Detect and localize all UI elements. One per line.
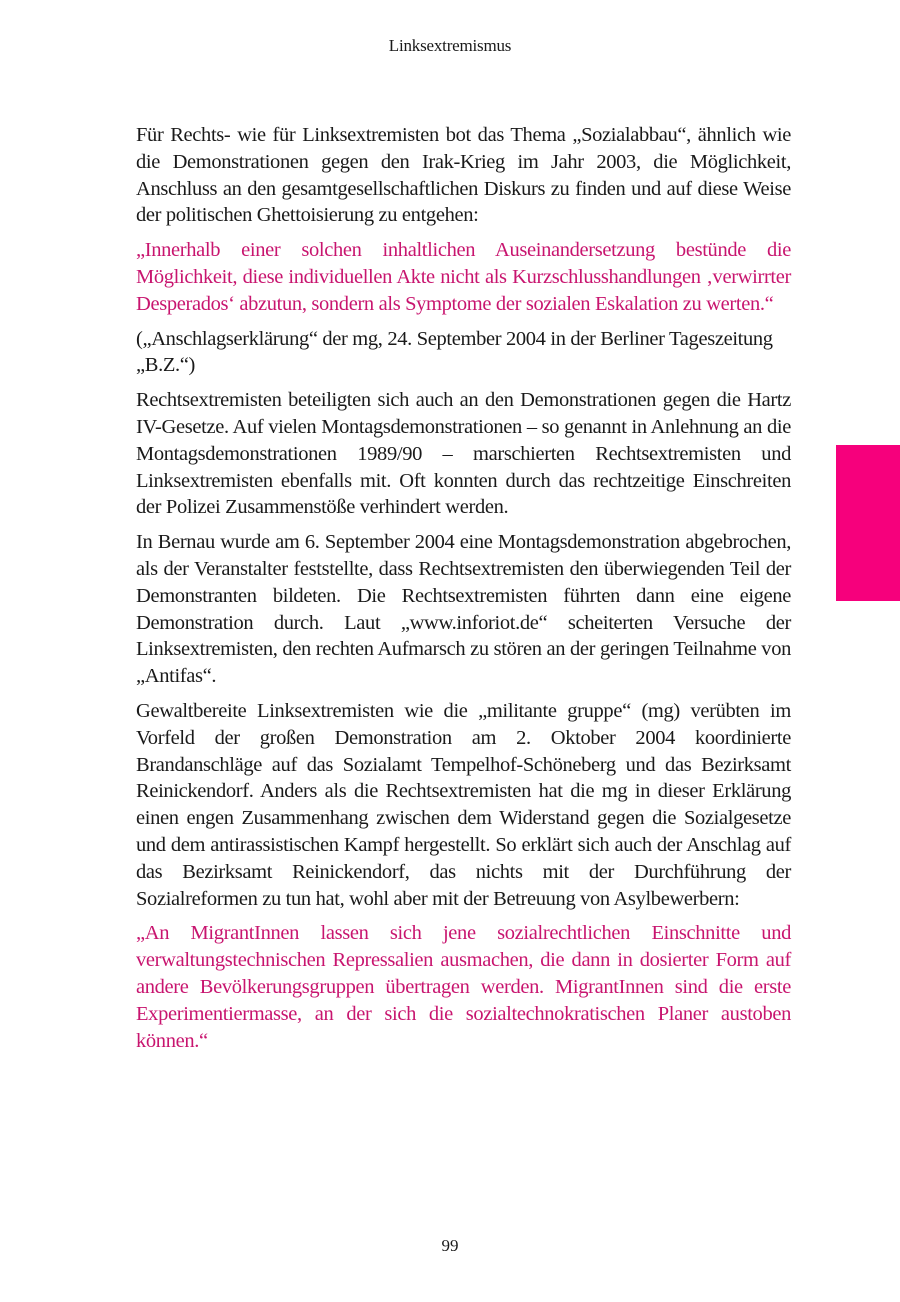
running-head: Linksextremismus — [388, 36, 512, 55]
chapter-tab-marker — [836, 445, 900, 601]
quote-1-source: („Anschlagserklärung“ der mg, 24. September 2004 in der Berliner Tageszeitung „B.Z.“) — [136, 327, 773, 377]
paragraph-1: Für Rechts- wie für Linksextremisten bot das Thema „Sozialabbau“, ähnlich wie die Demonstrationen gegen den Irak-Krieg im Jahr 2003, die Möglichkeit, Anschluss an den gesamtgesellschaftlichen Diskurs zu finden und auf diese Weise der politischen Ghettoisierung zu entgehen: — [136, 124, 791, 227]
paragraph-4: Gewaltbereite Linksextremisten wie die „militante gruppe“ (mg) verübten im Vorfeld der großen Demonstration am 2. Oktober 2004 koordinierte Brandanschläge auf das Sozialamt Tempelhof-Schöneberg und das Bezirksamt Reinickendorf. Anders als die Rechtsextremisten hat die mg in dieser Erklärung einen engen Zusammenhang zwischen dem Widerstand gegen die Sozialgesetze und dem antirassistischen Kampf hergestellt. So erklärt sich auch der Anschlag auf das Bezirksamt Reinickendorf, das nichts mit der Durchführung der Sozialreformen zu tun hat, wohl aber mit der Betreuung von Asylbewerbern: — [136, 699, 791, 910]
paragraph-3: In Bernau wurde am 6. September 2004 eine Montagsdemonstration abgebrochen, als der Veranstalter feststellte, dass Rechtsextremisten den überwiegenden Teil der Demonstranten bildeten. Die Rechtsextremisten führten dann eine eigene Demonstration durch. Laut „www.inforiot.de“ scheiterten Versuche der Linksextremisten, den rechten Aufmarsch zu stören an der geringen Teilnahme von „Antifas“. — [136, 531, 791, 688]
block-quote-2: „An MigrantInnen lassen sich jene sozialrechtlichen Einschnitte und verwaltungstechnischen Repressalien ausmachen, die dann in dosierter Form auf andere Bevölkerungsgruppen übertragen werden. MigrantInnen sind die erste Experimentiermasse, an der sich die sozialtechnokratischen Planer austoben können.“ — [136, 922, 791, 1052]
paragraph-2: Rechtsextremisten beteiligten sich auch an den Demonstrationen gegen die Hartz IV-Gesetze. Auf vielen Montagsdemonstrationen – so genannt in Anlehnung an die Montagsdemonstrationen 1989/90 – marschierten Rechtsextremisten und Linksextremisten ebenfalls mit. Oft konnten durch das rechtzeitige Einschreiten der Polizei Zusammenstöße verhindert werden. — [136, 389, 791, 519]
page-body — [136, 122, 791, 1062]
block-quote-1: „Innerhalb einer solchen inhaltlichen Auseinandersetzung bestünde die Möglichkeit, diese individuellen Akte nicht als Kurzschlusshandlungen ‚verwirrter Desperados‘ abzutun, sondern als Symptome der sozialen Eskalation zu werten.“ — [136, 239, 791, 315]
page-number: 99 — [441, 1236, 459, 1255]
